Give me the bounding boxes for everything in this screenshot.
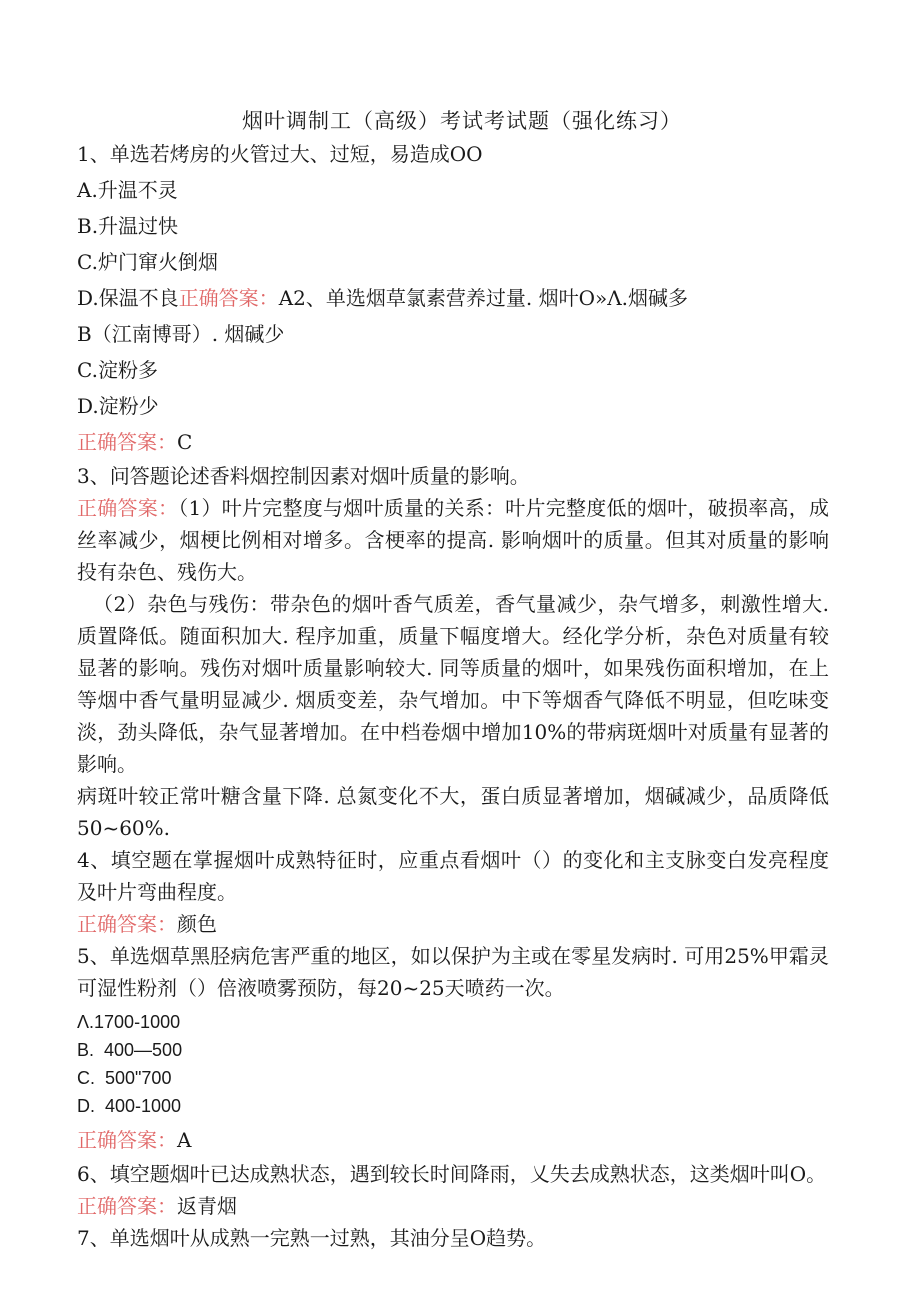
q5-answer: A	[177, 1128, 192, 1152]
q6-answer: 返青烟	[177, 1194, 237, 1218]
q1-answer-label: 正确答案：	[178, 286, 279, 310]
q3-answer-paragraph-3: 病斑叶较正常叶糖含量下降. 总氮变化不大，蛋白质显著增加，烟碱减少，品质降低50~60%.	[77, 784, 829, 840]
q3-stem: 3、问答题论述香料烟控制因素对烟叶质量的影响。	[77, 464, 530, 488]
q1-option-a: A.升温不灵	[77, 178, 178, 202]
q3-answer-label: 正确答案：	[77, 496, 179, 520]
q3-answer-paragraph-2: （2）杂色与残伤：带杂色的烟叶香气质差，香气量减少，杂气增多，刺激性增大. 质置降低。随面积加大. 程序加重，质量下幅度增大。经化学分析，杂色对质量有较显著的影响。残伤对烟叶质量影响较大. 同等质量的烟叶，如果残伤面积增加，在上等烟中香气量明显减少. 烟质变差，杂气增加。中下等烟香气降低不明显，但吃味变淡，劲头降低，杂气显著增加。在中档卷烟中增加10%的带病斑烟叶对质量有显著的影响。	[77, 592, 829, 776]
q5-option-c: C. 500"700	[77, 1068, 172, 1088]
q3-answer-text-1: （1）叶片完整度与烟叶质量的关系：叶片完整度低的烟叶，破损率高，成丝率减少，烟梗比例相对增多。含梗率的提高. 影响烟叶的质量。但其对质量的影响投有杂色、残伤大。	[77, 496, 830, 584]
q5-answer-line	[77, 1122, 829, 1158]
q6-answer-line	[77, 1190, 829, 1222]
q2-option-d: D.淀粉少	[77, 394, 159, 418]
q6-answer-label: 正确答案：	[77, 1194, 177, 1218]
q2-answer-label: 正确答案：	[77, 430, 177, 454]
q5-option-d: D. 400-1000	[77, 1096, 182, 1116]
q4-answer: 颜色	[177, 912, 217, 936]
q7-stem: 7、单选烟叶从成熟一完熟一过熟，其油分呈O趋势。	[77, 1226, 547, 1250]
q1-option-d-line	[77, 280, 829, 316]
document-title: 烟叶调制工（高级）考试考试题（强化练习）	[242, 109, 682, 133]
q1-answer-and-q2-stem: A2、单选烟草氯素营养过量. 烟叶O»Λ.烟碱多	[278, 286, 689, 310]
q1-option-b: B.升温过快	[77, 214, 179, 238]
q2-answer-line	[77, 424, 829, 460]
q6-stem: 6、填空题烟叶已达成熟状态，遇到较长时间降雨，乂失去成熟状态，这类烟叶叫O。	[77, 1162, 827, 1186]
q4-stem: 4、填空题在掌握烟叶成熟特征时，应重点看烟叶（）的变化和主支脉变白发亮程度及叶片弯曲程度。	[77, 848, 829, 904]
q1-option-c: C.炉门窜火倒烟	[77, 250, 218, 274]
q5-answer-label: 正确答案：	[77, 1128, 177, 1152]
q3-answer-paragraph-1	[77, 492, 829, 588]
q4-answer-label: 正确答案：	[77, 912, 177, 936]
q2-answer: C	[177, 430, 193, 454]
q5-option-b: B. 400—500	[77, 1040, 183, 1060]
document-page	[77, 106, 829, 1254]
q2-option-b: B（江南博哥）. 烟碱少	[77, 322, 285, 346]
q1-stem: 1、单选若烤房的火管过大、过短，易造成OO	[77, 142, 483, 166]
q1-option-d: D.保温不良	[77, 286, 179, 310]
q4-answer-line	[77, 908, 829, 940]
q2-option-c: C.淀粉多	[77, 358, 158, 382]
q5-option-a: Λ.1700-1000	[77, 1012, 181, 1032]
q5-stem: 5、单选烟草黑胫病危害严重的地区，如以保护为主或在零星发病时. 可用25%甲霜灵可湿性粉剂（）倍液喷雾预防，每20~25天喷药一次。	[77, 944, 829, 1000]
